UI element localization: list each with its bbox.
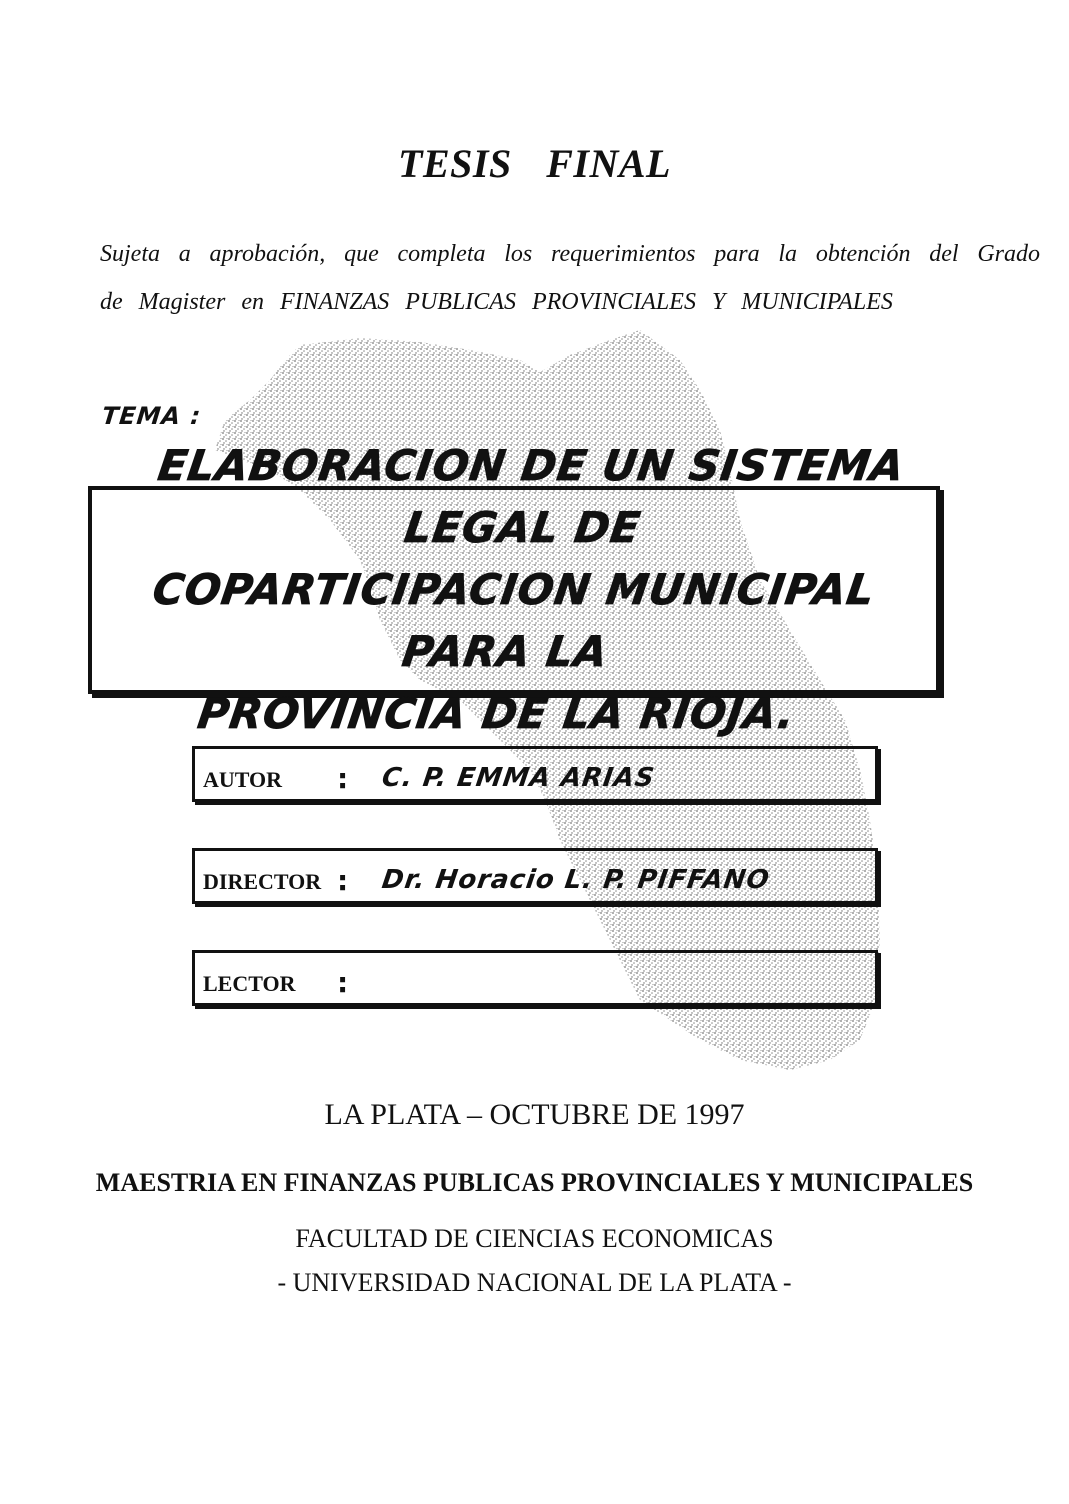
- document-title: [0, 140, 1069, 187]
- lector-colon: :: [337, 966, 349, 999]
- subtitle-line-1: Sujeta a aprobación, que completa los requerimientos para la obtención del Grado: [100, 241, 1040, 267]
- title-word-2: FINAL: [546, 141, 671, 186]
- tema-label: TEMA :: [100, 402, 203, 430]
- tema-box: [88, 441, 940, 738]
- director-colon: :: [337, 864, 349, 897]
- tema-line-3: PROVINCIA DE LA RIOJA.: [194, 689, 799, 738]
- autor-field: [192, 746, 878, 802]
- autor-value: C. P. EMMA ARIAS: [380, 763, 657, 793]
- program-name: MAESTRIA EN FINANZAS PUBLICAS PROVINCIALES Y MUNICIPALES: [95, 1168, 974, 1197]
- tema-line-1: ELABORACION DE UN SISTEMA LEGAL DE: [155, 441, 908, 552]
- autor-colon: :: [337, 762, 349, 795]
- director-label: DIRECTOR: [203, 869, 322, 894]
- title-word-1: TESIS: [398, 141, 512, 186]
- autor-label: AUTOR: [203, 767, 283, 792]
- director-value: Dr. Horacio L. P. PIFFANO: [380, 865, 772, 895]
- place-date: LA PLATA – OCTUBRE DE 1997: [324, 1098, 745, 1131]
- tema-text: [70, 435, 958, 745]
- subtitle-line-2: de Magister en FINANZAS PUBLICAS PROVINCIALES Y MUNICIPALES: [100, 289, 893, 315]
- lector-label: LECTOR: [203, 971, 296, 996]
- tema-line-2: COPARTICIPACION MUNICIPAL PARA LA: [149, 565, 879, 676]
- university-name: - UNIVERSIDAD NACIONAL DE LA PLATA -: [277, 1268, 792, 1297]
- faculty-name: FACULTAD DE CIENCIAS ECONOMICAS: [295, 1224, 774, 1253]
- lector-field: [192, 950, 878, 1006]
- document-subtitle: [100, 230, 1040, 326]
- director-field: [192, 848, 878, 904]
